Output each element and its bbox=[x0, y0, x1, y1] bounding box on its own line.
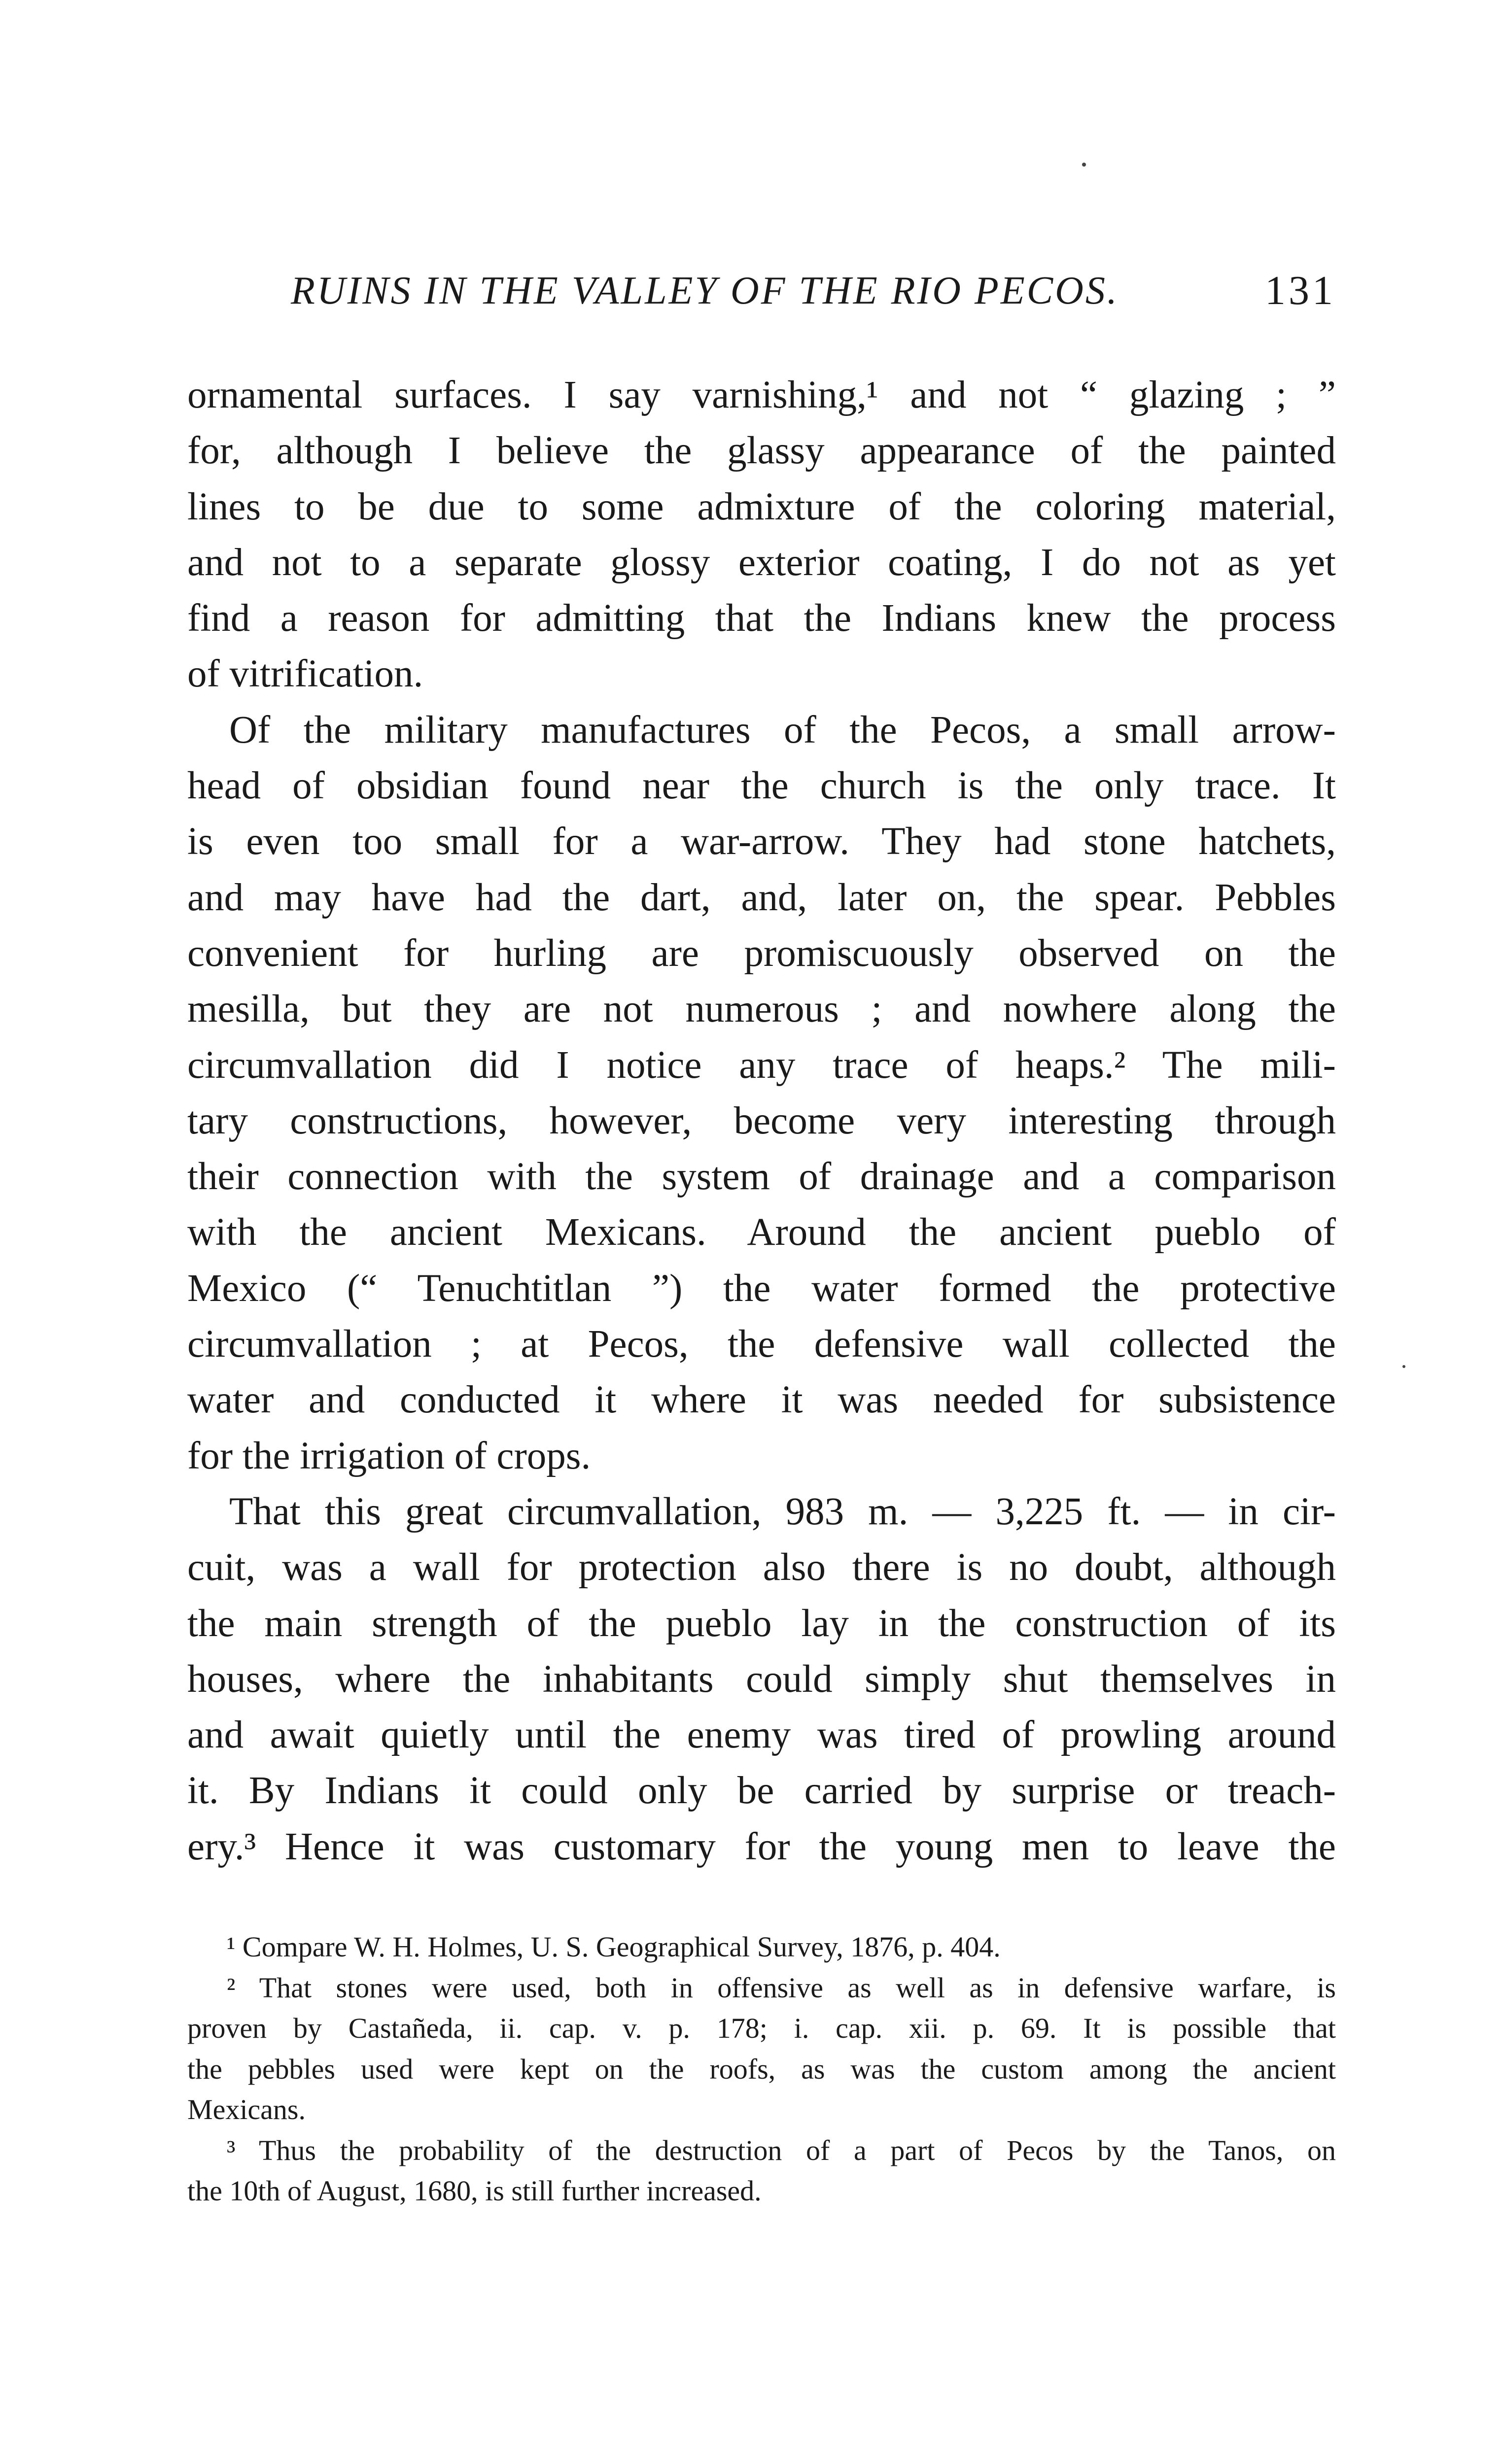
footnote-line: ¹ Compare W. H. Holmes, U. S. Geographical Survey, 1876, p. 404. bbox=[227, 1931, 1001, 1963]
text-line: with the ancient Mexicans. Around the ancient pueblo of bbox=[187, 1211, 1336, 1254]
text-line: of vitrification. bbox=[187, 652, 423, 696]
text-line: cuit, was a wall for protection also there is no doubt, although bbox=[187, 1546, 1336, 1589]
footnote-line: ³ Thus the probability of the destruction of a part of Pecos by the Tanos, on bbox=[227, 2134, 1336, 2166]
text-line: their connection with the system of drainage and a comparison bbox=[187, 1155, 1336, 1198]
text-line: tary constructions, however, become very interesting through bbox=[187, 1099, 1336, 1142]
text-line: Of the military manufactures of the Pecos, a small arrow- bbox=[229, 708, 1336, 752]
running-title: RUINS IN THE VALLEY OF THE RIO PECOS. bbox=[291, 269, 1119, 312]
text-line: is even too small for a war-arrow. They had stone hatchets, bbox=[187, 820, 1336, 863]
text-line: mesilla, but they are not numerous ; and nowhere along the bbox=[187, 988, 1336, 1031]
text-line: for, although I believe the glassy appearance of the painted bbox=[187, 429, 1336, 473]
footnote-line: the 10th of August, 1680, is still further increased. bbox=[187, 2175, 762, 2207]
body-text bbox=[187, 367, 1336, 1875]
text-line: and await quietly until the enemy was tired of prowling around bbox=[187, 1713, 1336, 1757]
text-line: it. By Indians it could only be carried by surprise or treach- bbox=[187, 1769, 1336, 1813]
text-line: Mexico (“ Tenuchtitlan ”) the water formed the protective bbox=[187, 1266, 1336, 1310]
text-line: and not to a separate glossy exterior coating, I do not as yet bbox=[187, 541, 1336, 584]
text-line: water and conducted it where it was needed for subsistence bbox=[187, 1378, 1336, 1422]
footnotes bbox=[187, 1927, 1336, 2212]
footnote-line: proven by Castañeda, ii. cap. v. p. 178; i. cap. xii. p. 69. It is possible that bbox=[187, 2012, 1336, 2044]
text-line: convenient for hurling are promiscuously observed on the bbox=[187, 931, 1336, 975]
text-line: for the irrigation of crops. bbox=[187, 1434, 591, 1477]
text-line: the main strength of the pueblo lay in the construction of its bbox=[187, 1602, 1336, 1645]
text-line: circumvallation ; at Pecos, the defensive wall collected the bbox=[187, 1323, 1336, 1366]
ink-speck bbox=[1082, 163, 1086, 167]
text-line: ery.³ Hence it was customary for the young men to leave the bbox=[187, 1825, 1336, 1868]
page-number: 131 bbox=[1265, 268, 1336, 313]
text-line: head of obsidian found near the church is the only trace. It bbox=[187, 764, 1336, 808]
text-line: lines to be due to some admixture of the coloring material, bbox=[187, 485, 1336, 528]
text-line: ornamental surfaces. I say varnishing,¹ and not “ glazing ; ” bbox=[187, 374, 1336, 416]
text-line: find a reason for admitting that the Indians knew the process bbox=[187, 597, 1336, 640]
footnote-line: Mexicans. bbox=[187, 2093, 306, 2125]
footnote-line: the pebbles used were kept on the roofs, as was the custom among the ancient bbox=[187, 2053, 1336, 2085]
text-line: That this great circumvallation, 983 m. — 3,225 ft. — in cir- bbox=[229, 1490, 1336, 1533]
footnote-line: ² That stones were used, both in offensive as well as in defensive warfare, is bbox=[227, 1971, 1336, 2004]
text-line: houses, where the inhabitants could simply shut themselves in bbox=[187, 1657, 1336, 1701]
text-line: circumvallation did I notice any trace of heaps.² The mili- bbox=[187, 1043, 1336, 1087]
running-head bbox=[187, 264, 1336, 318]
text-line: and may have had the dart, and, later on, the spear. Pebbles bbox=[187, 876, 1336, 919]
ink-speck bbox=[1402, 1365, 1405, 1368]
